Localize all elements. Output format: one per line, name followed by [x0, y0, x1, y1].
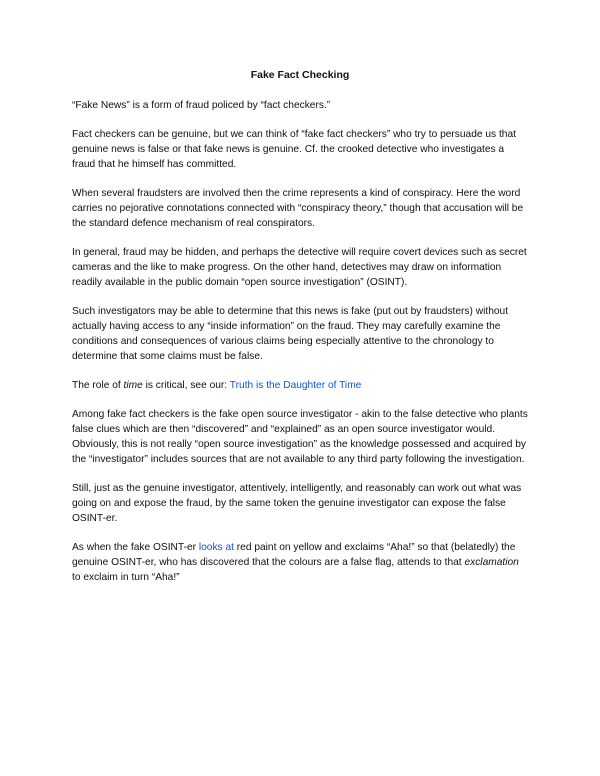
- text-run: The role of: [72, 380, 124, 391]
- link-truth-daughter-of-time[interactable]: Truth is the Daughter of Time: [229, 380, 362, 391]
- paragraph-fake-investigator: Among fake fact checkers is the fake open source investigator - akin to the false detective who plants false clues which are then “discovered” and “explained” as an open source investigator would. Obviously, this is not really “open source investigation” as the knowledge possessed and acquired by the “investigator” includes sources that are not available to any third party following the investigation.: [72, 409, 528, 465]
- paragraph-fact-checkers: Fact checkers can be genuine, but we can think of “fake fact checkers” who try to persuade us that genuine news is false or that fake news is genuine. Cf. the crooked detective who investigates a fraud that he himself has committed.: [72, 129, 516, 170]
- text-run: is critical, see our:: [142, 380, 230, 391]
- paragraph-fake-news: “Fake News” is a form of fraud policed by “fact checkers.”: [72, 100, 331, 111]
- page-title: Fake Fact Checking: [250, 69, 350, 81]
- emphasis-time: time: [123, 380, 143, 391]
- text-run: As when the fake OSINT-er: [72, 542, 199, 553]
- emphasis-exclamation: exclamation: [464, 557, 519, 568]
- paragraph-investigators: Such investigators may be able to determine that this news is fake (put out by fraudsters) without actually having access to any “inside information” on the fraud. They may carefully examine the conditions and consequences of various claims being especially attentive to the chronology to determine that some claims must be false.: [72, 306, 509, 362]
- paragraph-role-of-time: [72, 378, 528, 393]
- document-page: [72, 68, 528, 599]
- link-looks-at[interactable]: looks at: [198, 542, 234, 553]
- paragraph-genuine-investigator: Still, just as the genuine investigator, attentively, intelligently, and reasonably can work out what was going on and expose the fraud, by the same token the genuine investigator can expose the false OSINT-er.: [72, 483, 522, 524]
- text-run: red paint on yellow and exclaims “Aha!” so that (belatedly) the genuine OSINT-er, who has discovered that the colours are a false flag, attends to that: [72, 542, 516, 568]
- paragraph-hidden-fraud: In general, fraud may be hidden, and perhaps the detective will require covert devices such as secret cameras and the like to make progress. On the other hand, detectives may draw on information readily available in the public domain “open source investigation” (OSINT).: [72, 247, 527, 288]
- paragraph-conspiracy: When several fraudsters are involved then the crime represents a kind of conspiracy. Here the word carries no pejorative connotations connected with “conspiracy theory,” though that accusation will be the standard defence mechanism of real conspirators.: [72, 188, 524, 229]
- paragraph-aha: [72, 540, 528, 585]
- text-run: to exclaim in turn “Aha!”: [72, 572, 180, 583]
